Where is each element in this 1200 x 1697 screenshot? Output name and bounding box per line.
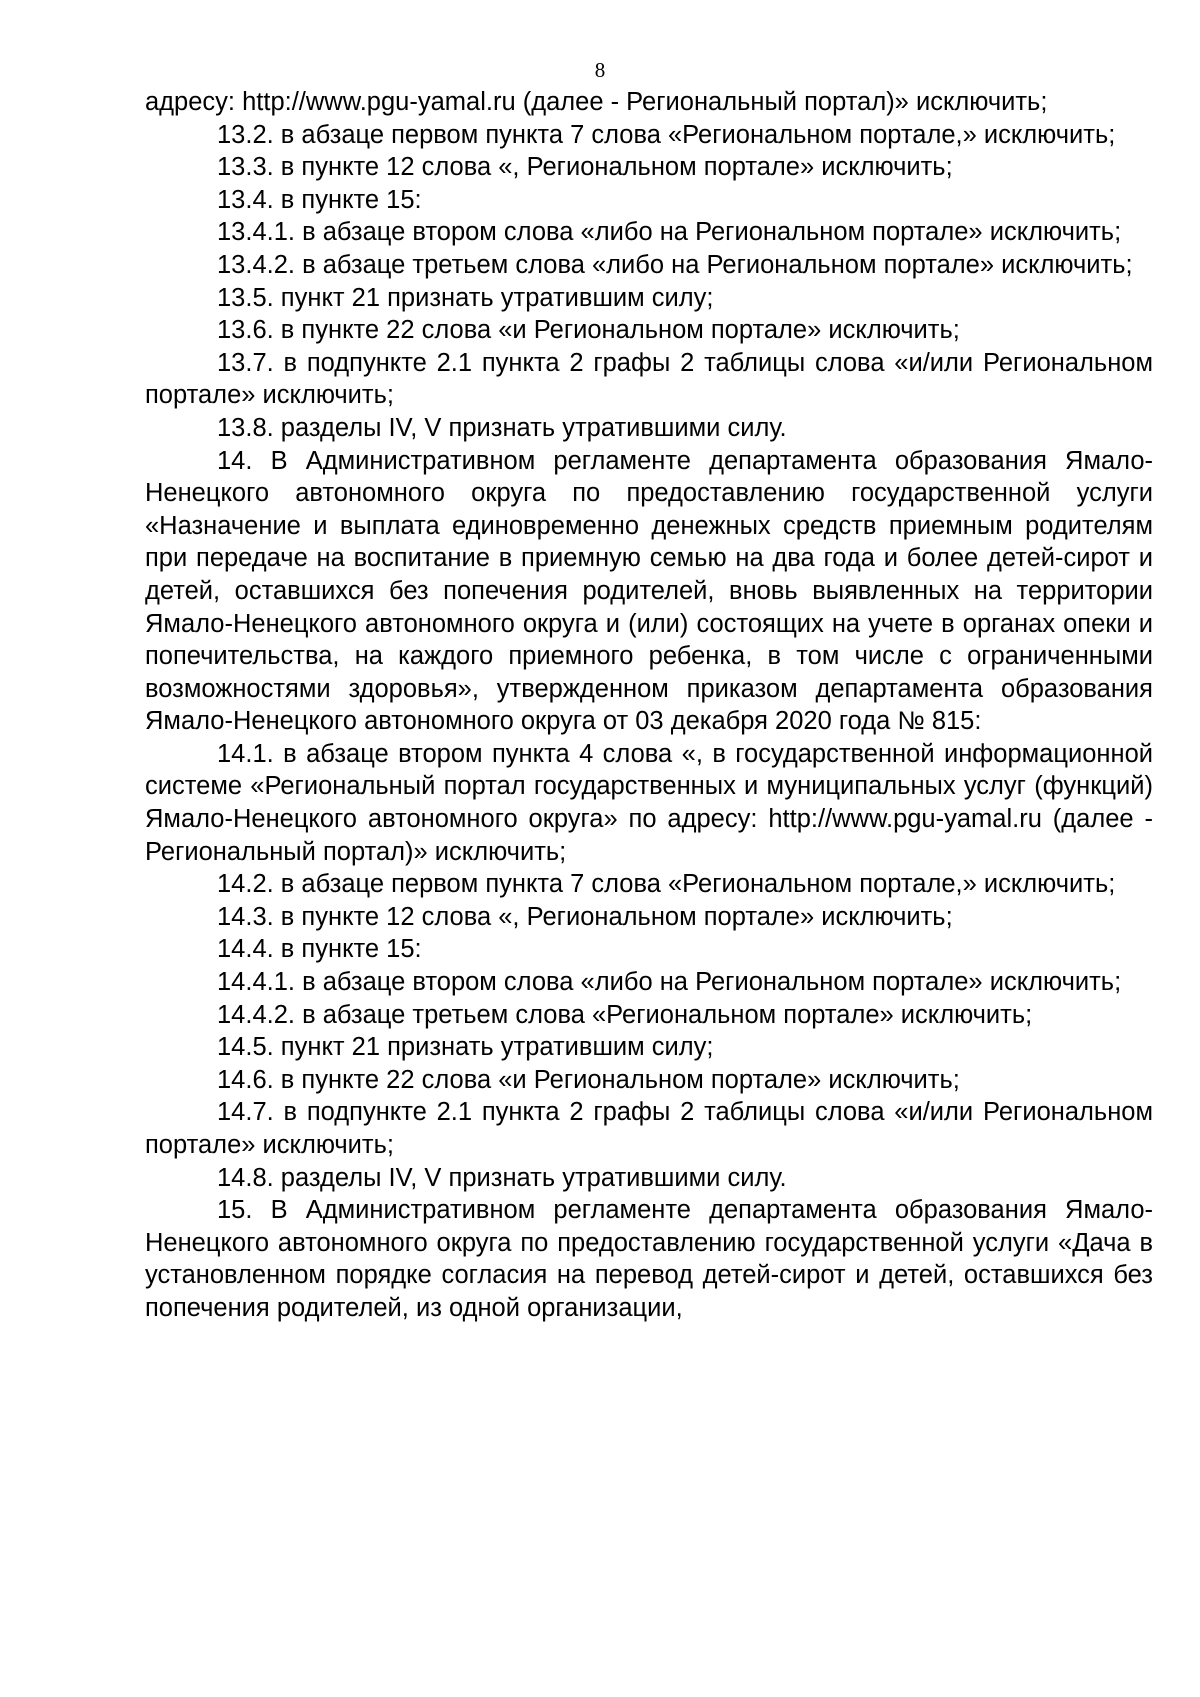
paragraph-14-4-1: 14.4.1. в абзаце втором слова «либо на Региональном портале» исключить; [217, 968, 1122, 997]
paragraph-13-6: 13.6. в пункте 22 слова «и Региональном портале» исключить; [217, 316, 960, 345]
paragraph-14-6: 14.6. в пункте 22 слова «и Региональном портале» исключить; [217, 1065, 960, 1094]
paragraph-14-3: 14.3. в пункте 12 слова «, Региональном портале» исключить; [217, 902, 953, 931]
paragraph-14: 14. В Административном регламенте департамента образования Ямало-Ненецкого автономного округа по предоставлению государственной услуги «Назначение и выплата единовременно денежных средств приемным родителям при передаче на воспитание в приемную семью на два года и более детей-сирот и детей, оставшихся без попечения родителей, вновь выявленных на территории Ямало-Ненецкого автономного округа и (или) состоящих на учете в органах опеки и попечительства, на каждого приемного ребенка, в том числе с ограниченными возможностями здоровья», утвержденном приказом департамента образования Ямало-Ненецкого автономного округа от 03 декабря 2020 года № 815: [145, 446, 1153, 736]
paragraph-13-4-2: 13.4.2. в абзаце третьем слова «либо на Региональном портале» исключить; [217, 250, 1133, 279]
paragraph-13-4: 13.4. в пункте 15: [217, 185, 422, 214]
page-number: 8 [594, 58, 606, 82]
paragraph-13-3: 13.3. в пункте 12 слова «, Региональном портале» исключить; [217, 153, 953, 182]
paragraph-15: 15. В Административном регламенте департамента образования Ямало-Ненецкого автономного округа по предоставлению государственной услуги «Дача в установленном порядке согласия на перевод детей-сирот и детей, оставшихся без попечения родителей, из одной организации, [145, 1196, 1153, 1322]
paragraph-14-8: 14.8. разделы IV, V признать утратившими силу. [217, 1163, 787, 1192]
paragraph-14-5: 14.5. пункт 21 признать утратившим силу; [217, 1033, 714, 1062]
paragraph-14-2: 14.2. в абзаце первом пункта 7 слова «Региональном портале,» исключить; [217, 870, 1116, 899]
document-body [145, 86, 1153, 1325]
paragraph-13-7: 13.7. в подпункте 2.1 пункта 2 графы 2 таблицы слова «и/или Региональном портале» исключить; [145, 348, 1153, 410]
paragraph-13-5: 13.5. пункт 21 признать утратившим силу; [217, 283, 714, 312]
paragraph-13-2: 13.2. в абзаце первом пункта 7 слова «Региональном портале,» исключить; [217, 120, 1116, 149]
paragraph-13-8: 13.8. разделы IV, V признать утратившими силу. [217, 413, 787, 442]
paragraph-14-7: 14.7. в подпункте 2.1 пункта 2 графы 2 таблицы слова «и/или Региональном портале» исключить; [145, 1098, 1153, 1159]
paragraph-14-4: 14.4. в пункте 15: [217, 935, 422, 964]
paragraph-14-4-2: 14.4.2. в абзаце третьем слова «Региональном портале» исключить; [217, 1000, 1033, 1029]
paragraph-14-1: 14.1. в абзаце втором пункта 4 слова «, в государственной информационной системе «Региональный портал государственных и муниципальных услуг (функций) Ямало-Ненецкого автономного округа» по адресу: http://www.pgu-yamal.ru (далее - Региональный портал)» исключить; [145, 739, 1153, 866]
paragraph-13-1-continuation: адресу: http://www.pgu-yamal.ru (далее - Региональный портал)» исключить; [145, 88, 1048, 116]
paragraph-13-4-1: 13.4.1. в абзаце втором слова «либо на Региональном портале» исключить; [217, 218, 1122, 247]
